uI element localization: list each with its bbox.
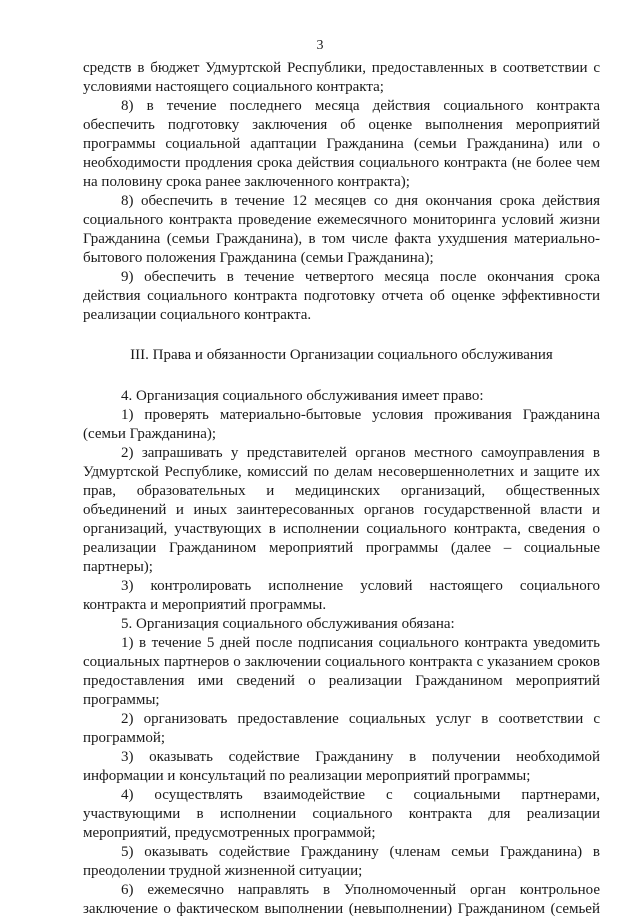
paragraph-item-8-monitoring: 8) обеспечить в течение 12 месяцев со дня окончания срока действия социального контракта проведение ежемесячного мониторинга условий жизни Гражданина (семьи Гражданина), в том числе факта ухудшения материально-бытового положения Гражданина (семьи Гражданина); [83, 193, 600, 266]
paragraph-right-1: 1) проверять материально-бытовые условия проживания Гражданина (семьи Гражданина); [83, 407, 600, 442]
paragraph-duty-2: 2) организовать предоставление социальных услуг в соответствии с программой; [83, 711, 600, 746]
paragraph-right-3: 3) контролировать исполнение условий настоящего социального контракта и мероприятий программы. [83, 578, 600, 613]
section-heading: III. Права и обязанности Организации социального обслуживания [130, 347, 553, 363]
paragraph-duty-4: 4) осуществлять взаимодействие с социальными партнерами, участвующими в исполнении социального контракта для реализации мероприятий, предусмотренных программой; [83, 787, 600, 841]
paragraph-continuation: средств в бюджет Удмуртской Республики, предоставленных в соответствии с условиями настоящего социального контракта; [83, 60, 600, 95]
paragraph-duty-5: 5) оказывать содействие Гражданину (членам семьи Гражданина) в преодолении трудной жизненной ситуации; [83, 844, 600, 879]
paragraph-right-2: 2) запрашивать у представителей органов местного самоуправления в Удмуртской Республике, комиссий по делам несовершеннолетних и защите их прав, образовательных и медицинских организаций, общественных объединений и иных заинтересованных органов государственной власти и организаций, участвующих в исполнении социального контракта, сведения о реализации Гражданином мероприятий программы (далее – социальные партнеры); [83, 445, 600, 575]
paragraph-duty-3: 3) оказывать содействие Гражданину в получении необходимой информации и консультаций по реализации мероприятий программы; [83, 749, 600, 784]
paragraph-duty-6: 6) ежемесячно направлять в Уполномоченный орган контрольное заключение о фактическом выполнении (невыполнении) Гражданином (семьей [83, 882, 600, 917]
paragraph-rights-intro: 4. Организация социального обслуживания имеет право: [121, 388, 484, 404]
paragraph-item-9-report: 9) обеспечить в течение четвертого месяца после окончания срока действия социального контракта подготовку отчета об оценке эффективности реализации социального контракта. [83, 269, 600, 323]
paragraph-duties-intro: 5. Организация социального обслуживания обязана: [121, 616, 455, 632]
paragraph-item-8-conclusion: 8) в течение последнего месяца действия социального контракта обеспечить подготовку заключения об оценке выполнения мероприятий программы социальной адаптации Гражданина (семьи Гражданина) или о необходимости продления срока действия социального контракта (не более чем на половину срока ранее заключенного контракта); [83, 98, 600, 190]
page-number: 3 [316, 38, 324, 53]
document-body [83, 59, 600, 919]
paragraph-duty-1: 1) в течение 5 дней после подписания социального контракта уведомить социальных партнеров о заключении социального контракта с указанием сроков предоставления ими сведений о реализации Гражданином мероприятий программы; [83, 635, 600, 708]
